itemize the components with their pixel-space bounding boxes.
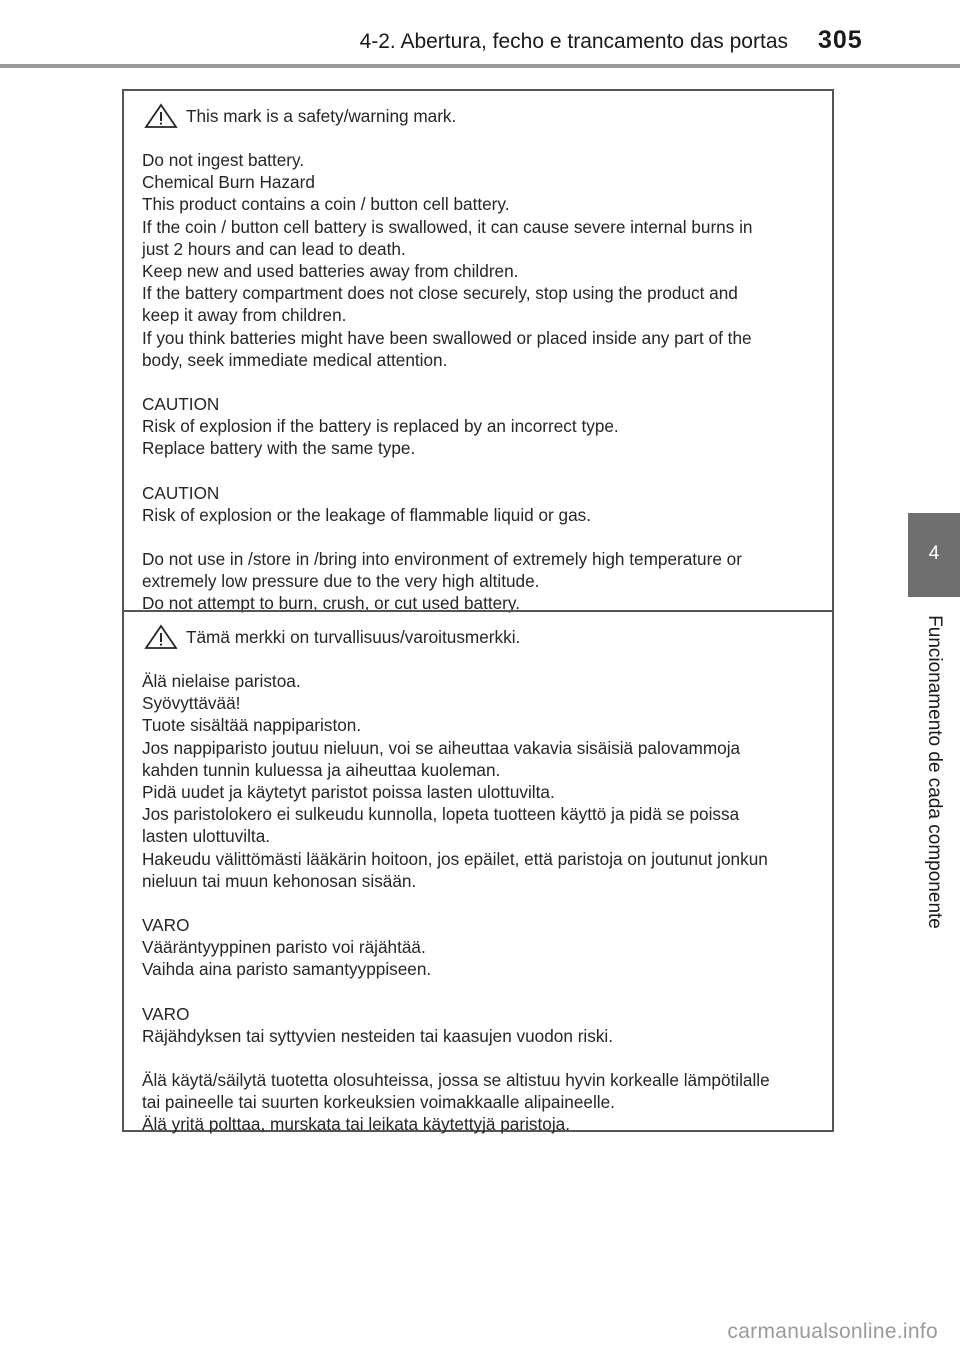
text-line: Älä yritä polttaa, murskata tai leikata käytettyjä paristoja. bbox=[142, 1114, 570, 1135]
chapter-label: Funcionamento de cada componente bbox=[924, 615, 945, 929]
safety-mark-row bbox=[142, 103, 814, 129]
safety-mark-text: This mark is a safety/warning mark. bbox=[186, 105, 457, 126]
text-line: Vääräntyyppinen paristo voi räjähtää. bbox=[142, 937, 426, 958]
text-line: tai paineelle tai suurten korkeuksien voimakkaalle alipaineelle. bbox=[142, 1092, 615, 1113]
text-line: Älä käytä/säilytä tuotetta olosuhteissa, jossa se altistuu hyvin korkealle lämpötilalle bbox=[142, 1070, 770, 1091]
caution-paragraph bbox=[142, 482, 814, 526]
text-line: Risk of explosion if the battery is replaced by an incorrect type. bbox=[142, 416, 619, 437]
warning-panel-finnish bbox=[122, 610, 834, 1135]
warning-paragraph bbox=[142, 149, 814, 371]
warning-paragraph bbox=[142, 670, 814, 892]
header-rule bbox=[0, 64, 960, 68]
text-line: Jos paristolokero ei sulkeudu kunnolla, lopeta tuotteen käyttö ja pidä se poissa bbox=[142, 804, 740, 825]
text-line: just 2 hours and can lead to death. bbox=[142, 238, 406, 259]
text-line: kahden tunnin kuluessa ja aiheuttaa kuoleman. bbox=[142, 759, 501, 780]
safety-mark-text: Tämä merkki on turvallisuus/varoitusmerkki. bbox=[186, 626, 521, 647]
text-line: Risk of explosion or the leakage of flammable liquid or gas. bbox=[142, 504, 592, 525]
text-line: Chemical Burn Hazard bbox=[142, 172, 315, 193]
text-line: Keep new and used batteries away from children. bbox=[142, 261, 519, 282]
warning-panel-english bbox=[122, 89, 834, 612]
text-line: Do not ingest battery. bbox=[142, 150, 305, 170]
caution-paragraph bbox=[142, 914, 814, 981]
text-line: Do not attempt to burn, crush, or cut used battery. bbox=[142, 593, 520, 614]
caution-paragraph bbox=[142, 393, 814, 460]
page-number: 305 bbox=[818, 26, 863, 54]
text-line: VARO bbox=[142, 915, 190, 936]
text-line: Älä nielaise paristoa. bbox=[142, 671, 301, 691]
text-line: If you think batteries might have been swallowed or placed inside any part of the bbox=[142, 327, 752, 348]
warning-triangle-icon bbox=[144, 624, 178, 650]
text-line: Hakeudu välittömästi lääkärin hoitoon, jos epäilet, että paristoja on joutunut jonkun bbox=[142, 848, 768, 869]
text-line: Jos nappiparisto joutuu nieluun, voi se aiheuttaa vakavia sisäisiä palovammoja bbox=[142, 737, 741, 758]
text-line: lasten ulottuvilta. bbox=[142, 826, 271, 847]
usage-paragraph bbox=[142, 548, 814, 615]
text-line: If the coin / button cell battery is swallowed, it can cause severe internal burns in bbox=[142, 216, 753, 237]
usage-paragraph bbox=[142, 1069, 814, 1136]
text-line: Pidä uudet ja käytetyt paristot poissa lasten ulottuvilta. bbox=[142, 782, 555, 803]
safety-mark-row bbox=[142, 624, 814, 650]
text-line: extremely low pressure due to the very high altitude. bbox=[142, 571, 540, 592]
caution-paragraph bbox=[142, 1003, 814, 1047]
site-watermark: carmanualsonline.info bbox=[727, 1320, 938, 1343]
text-line: Do not use in /store in /bring into environment of extremely high temperature or bbox=[142, 549, 742, 570]
text-line: body, seek immediate medical attention. bbox=[142, 349, 448, 370]
text-line: nieluun tai muun kehonosan sisään. bbox=[142, 870, 417, 891]
text-line: Vaihda aina paristo samantyyppiseen. bbox=[142, 959, 432, 980]
text-line: Replace battery with the same type. bbox=[142, 438, 416, 459]
text-line: CAUTION bbox=[142, 394, 220, 415]
text-line: Räjähdyksen tai syttyvien nesteiden tai kaasujen vuodon riski. bbox=[142, 1025, 614, 1046]
chapter-number: 4 bbox=[928, 543, 940, 564]
chapter-tab bbox=[908, 513, 960, 597]
section-title: 4-2. Abertura, fecho e trancamento das portas bbox=[359, 30, 788, 53]
text-line: keep it away from children. bbox=[142, 305, 347, 326]
text-line: Syövyttävää! bbox=[142, 693, 241, 714]
text-line: This product contains a coin / button cell battery. bbox=[142, 194, 510, 215]
text-line: Tuote sisältää nappipariston. bbox=[142, 715, 362, 736]
warning-triangle-icon bbox=[144, 103, 178, 129]
text-line: CAUTION bbox=[142, 482, 220, 503]
text-line: If the battery compartment does not close securely, stop using the product and bbox=[142, 283, 738, 304]
text-line: VARO bbox=[142, 1003, 190, 1024]
